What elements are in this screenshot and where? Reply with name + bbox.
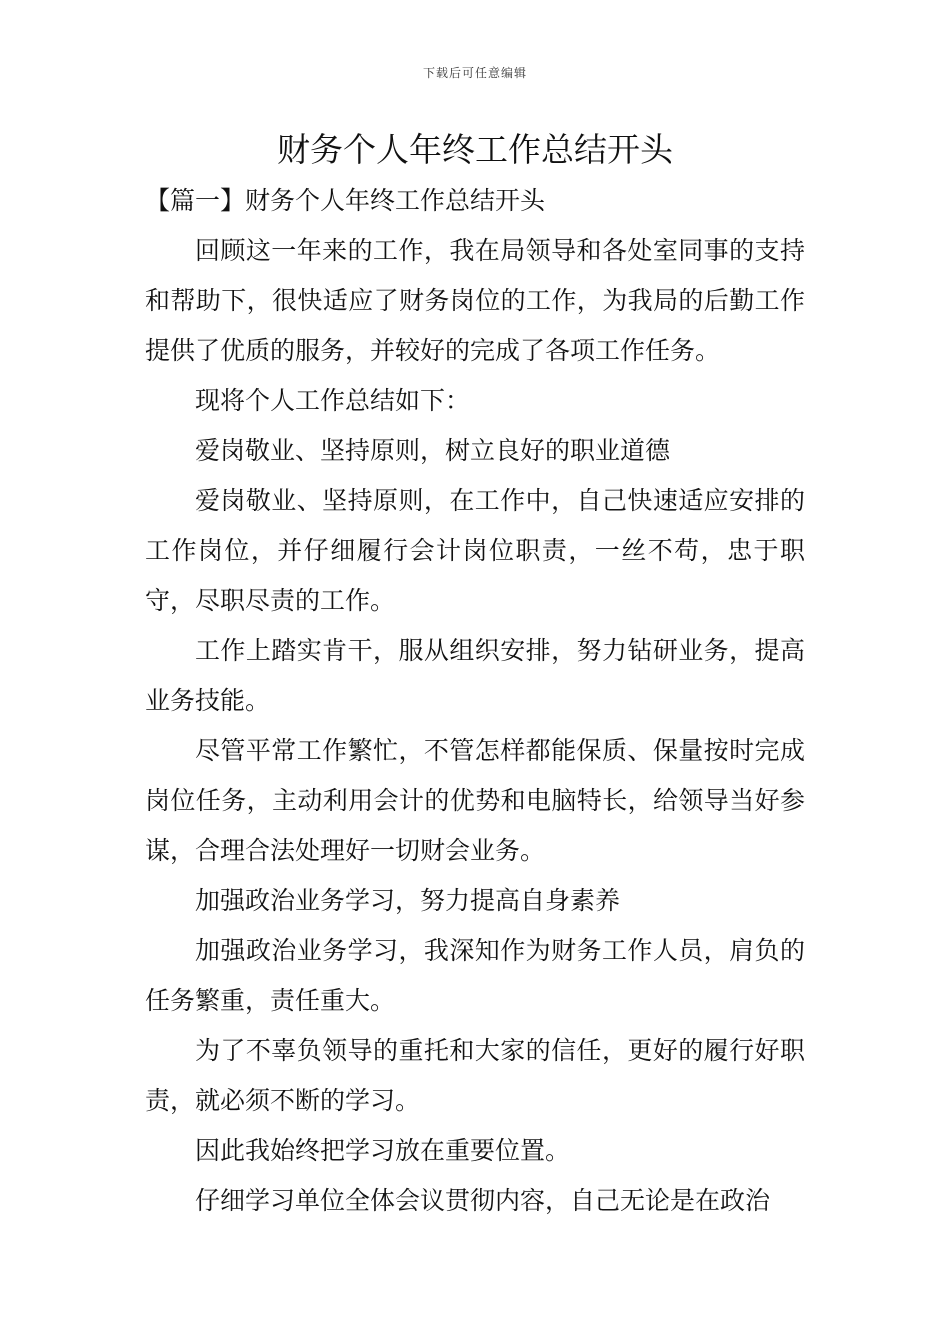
document-title: 财务个人年终工作总结开头 [277,130,673,169]
subheading: 加强政治业务学习，努力提高自身素养 [195,886,621,915]
paragraph: 回顾这一年来的工作，我在局领导和各处室同事的支持和帮助下，很快适应了财务岗位的工作，为我局的后勤工作提供了优质的服务，并较好的完成了各项工作任务。 [145,236,805,365]
paragraph: 仔细学习单位全体会议贯彻内容，自己无论是在政治 [195,1186,771,1215]
paragraph: 因此我始终把学习放在重要位置。 [195,1136,571,1165]
paragraph: 加强政治业务学习，我深知作为财务工作人员，肩负的任务繁重，责任重大。 [145,936,805,1015]
paragraph: 爱岗敬业、坚持原则，在工作中，自己快速适应安排的工作岗位，并仔细履行会计岗位职责，一丝不苟，忠于职守，尽职尽责的工作。 [145,486,805,615]
paragraph: 尽管平常工作繁忙，不管怎样都能保质、保量按时完成岗位任务，主动利用会计的优势和电脑特长，给领导当好参谋，合理合法处理好一切财会业务。 [145,736,805,865]
paragraph: 工作上踏实肯干，服从组织安排，努力钻研业务，提高业务技能。 [145,636,805,715]
paragraph: 现将个人工作总结如下： [195,386,471,415]
section-heading: 【篇一】财务个人年终工作总结开头 [145,186,546,215]
header-note: 下载后可任意编辑 [422,66,527,80]
document-body [145,176,805,1226]
subheading: 爱岗敬业、坚持原则，树立良好的职业道德 [195,436,671,465]
paragraph: 为了不辜负领导的重托和大家的信任，更好的履行好职责，就必须不断的学习。 [145,1036,805,1115]
